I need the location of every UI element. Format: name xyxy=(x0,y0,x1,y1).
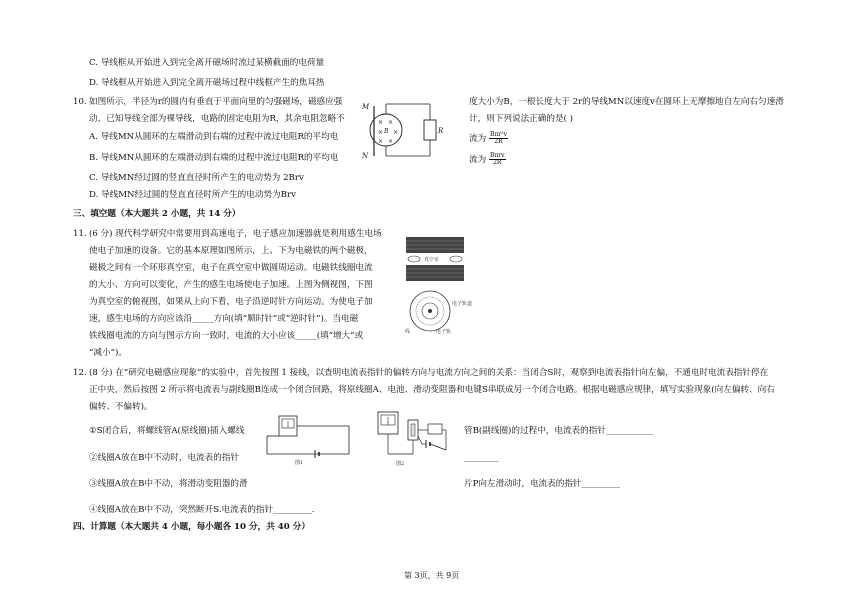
svg-text:×: × xyxy=(378,119,384,126)
q11-line: 为真空室的俯视图，如果从上向下看，电子沿逆时针方向运动。为使电子加 xyxy=(89,297,373,307)
q12-item1-right: 管B(副线圈)的过程中，电流表的指针___________ xyxy=(464,426,654,436)
q10-option-b: B. 导线MN从圆环的左端滑动到右端的过程中流过电阻R的平均电 xyxy=(89,153,339,163)
svg-text:×: × xyxy=(393,129,399,136)
fig-label-r: R xyxy=(438,127,444,135)
section3-heading: 三、填空题（本大题共 2 小题，共 14 分） xyxy=(73,209,241,219)
q11-number: 11. xyxy=(73,229,87,239)
q12-item3-right: 片P向左滑动时，电流表的指针_________ xyxy=(464,479,621,489)
q11-accelerator-figure xyxy=(400,235,472,335)
q12-item4: ④线圈A放在B中不动，突然断开S.电流表的指针_________. xyxy=(89,505,315,515)
q11-line: “减小”)。 xyxy=(89,348,127,358)
q11-line: 的大小、方向可以变化，产生的感生电场使电子加速。上图为侧视图，下图 xyxy=(89,280,373,290)
q11-line: 速，感生电场的方向应该沿_____方向(填“顺时针”或“逆时针”)。当电磁 xyxy=(89,314,359,324)
fig-label-n: N xyxy=(362,152,369,160)
q12-item2-left: ②线圈A放在B中不动时，电流表的指针 xyxy=(89,453,240,463)
q12-item3-left: ③线圈A放在B中不动，将滑动变阻器的滑 xyxy=(89,479,248,489)
q10-stem-line1-right: 度大小为B，一根长度大于 2r的导线MN以速度v在圆环上无摩擦地自左向右匀速滑 xyxy=(469,97,784,107)
q9-option-c: C. 导线框从开始进入到完全离开磁场时流过某横截面的电荷量 xyxy=(89,58,325,68)
svg-text:×: × xyxy=(378,129,384,136)
fig-label-orbit2: 电子轨 xyxy=(436,329,452,335)
q10-a-frac-top: Bπr²v xyxy=(489,131,507,138)
fig-label-line: 线 xyxy=(405,329,411,335)
q10-option-d: D. 导线MN经过圆的竖直直径时所产生的电动势为Brv xyxy=(89,190,296,200)
q10-stem-line2: 动，已知导线全部为裸导线，电路的固定电阻为R，其余电阻忽略不 xyxy=(89,114,345,124)
fig2-label: 图2 xyxy=(396,461,405,467)
q9-option-d: D. 导线框从开始进入到完全离开磁场过程中线框产生的焦耳热 xyxy=(89,78,325,88)
fig-label-b: B xyxy=(384,128,389,135)
q11-line: 铁线圈电流的方向与图示方向一致时，电流的大小应该_____(填“增大”或 xyxy=(89,331,364,341)
fig1-label: 图1 xyxy=(295,460,304,466)
q12-figure1 xyxy=(265,414,355,466)
q10-circuit-figure xyxy=(360,100,446,160)
q10-option-c: C. 导线MN经过圆的竖直直径时所产生的电动势为 2Brv xyxy=(89,173,304,183)
svg-text:×: × xyxy=(388,119,394,126)
q10-b-frac-top: Bπrv xyxy=(489,152,505,159)
q10-stem-line1: 如图所示，半径为r的圆内有垂直于平面向里的匀强磁场，磁感应强 xyxy=(89,97,343,107)
q12-item2-right: ________ xyxy=(464,453,499,463)
q10-option-a: A. 导线MN从圆环的左端滑动到右端的过程中流过电阻R的平均电 xyxy=(89,132,339,142)
fig-label-orbit: 电子轨道 xyxy=(452,301,472,307)
q12-figure2 xyxy=(372,410,452,468)
q11-line: 使电子加速的设备。它的基本原理如图所示，上、下为电磁铁的两个磁极， xyxy=(89,246,373,256)
q12-line2: 正中央，然后按图 2 所示将电流表与副线圈B连成一个闭合回路，将原线圈A、电池、滑动变阻器和电键S串联成另一个闭合电路。根据电磁感应规律，填写实验现象(向左偏转、向右 xyxy=(89,385,775,395)
svg-text:×: × xyxy=(388,138,394,145)
q10-b-frac-bot: 2R xyxy=(493,159,502,166)
q11-line: 磁极之间有一个环形真空室，电子在真空室中做圆周运动。电磁铁线圈电流 xyxy=(89,263,373,273)
q12-line3: 偏转、不偏转)。 xyxy=(89,402,153,412)
q11-line: (6 分) 现代科学研究中常要用到高速电子，电子感应加速器就是利用感生电场 xyxy=(89,229,382,239)
q10-a-frac-bot: 2R xyxy=(494,138,503,145)
q10-option-a-right: 流为 $\frac{\text{Bπr²v}}{2R}$ xyxy=(469,131,507,145)
q12-number: 12. xyxy=(73,368,87,378)
q10-stem-line2-right: 计，则下列说法正确的是( ) xyxy=(469,114,573,124)
q10-option-b-right: 流为 $\frac{\text{Bπrv}}{2R}$ xyxy=(469,152,505,166)
svg-text:×: × xyxy=(378,138,384,145)
fig-label-vacuum: 真空室 xyxy=(424,257,440,263)
fig-label-m: M xyxy=(362,103,370,111)
q12-item1-left: ①S闭合后，将螺线管A(原线圈)插入螺线 xyxy=(89,426,245,436)
section4-heading: 四、计算题（本大题共 4 小题，每小题各 10 分，共 40 分） xyxy=(73,522,310,532)
q10-number: 10. xyxy=(73,97,87,107)
q12-line1: (8 分) 在“研究电磁感应现象”的实验中，首先按图 1 接线，以查明电流表指针的偏转方向与电流方向之间的关系：当闭合S时，观察到电流表指针向左偏，不通电时电流表指针停在 xyxy=(89,368,769,378)
page-footer: 第 3页，共 9页 xyxy=(404,571,460,580)
